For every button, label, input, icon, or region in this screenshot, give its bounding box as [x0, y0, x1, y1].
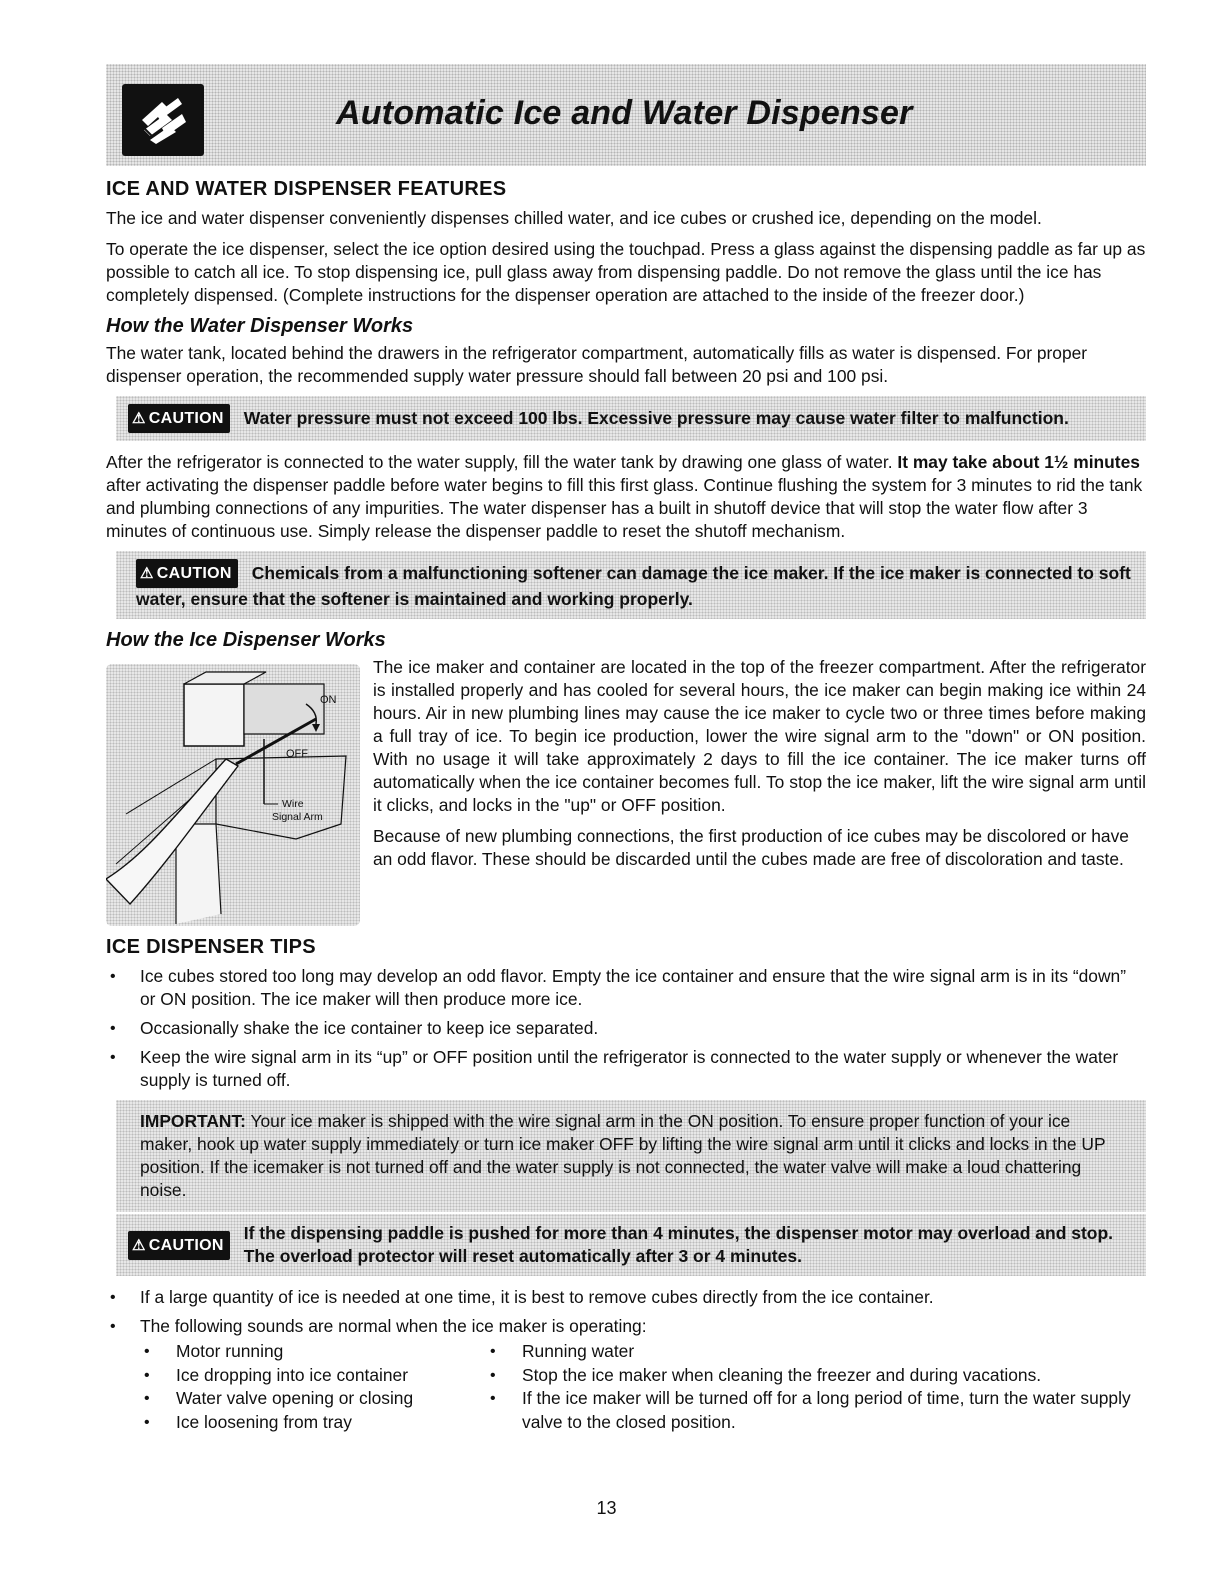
features-heading: ICE AND WATER DISPENSER FEATURES — [106, 178, 507, 200]
list-item: • Ice dropping into ice container — [140, 1364, 486, 1388]
caution-text: Water pressure must not exceed 100 lbs. Excessive pressure may cause water filter to malfunction. — [243, 408, 1069, 428]
content — [106, 178, 1146, 1434]
water-p2-start: After the refrigerator is connected to the water supply, fill the water tank by drawing one glass of water. — [106, 452, 898, 472]
caution-dispenser-motor — [116, 1214, 1146, 1276]
sounds-column-left — [140, 1340, 486, 1434]
ice-paragraph-1: The ice maker and container are located in the top of the freezer compartment. After the refrigerator is installed properly and has cooled for several hours, the ice maker can begin making ice within 24 hours. Air in new plumbing lines may cause the ice maker to cycle two or three times before making a full tray of ice. To begin ice production, lower the wire signal arm to the "down" or ON position. With no usage it will take approximately 2 days to fill the ice container. The ice maker turns off automatically when the ice container becomes full. To stop the ice maker, lift the wire signal arm until it clicks, and locks in the "up" or OFF position. — [373, 657, 1146, 815]
ice-dispenser-section — [106, 656, 1146, 932]
ice-dispenser-text — [373, 656, 1146, 879]
tips-list-2 — [106, 1286, 1146, 1338]
figure-label-off: OFF — [286, 748, 308, 760]
sounds-column-right — [486, 1340, 1146, 1434]
caution-text: Chemicals from a malfunctioning softener can damage the ice maker. If the ice maker is connected to soft water, ensure that the softener is maintained and working properly. — [136, 563, 1131, 609]
tips-heading: ICE DISPENSER TIPS — [106, 936, 316, 958]
water-p2-bold: It may take about 1½ minutes — [897, 452, 1140, 472]
warning-icon: ⚠ — [132, 1236, 146, 1254]
caution-water-pressure — [116, 396, 1146, 441]
important-notice — [116, 1100, 1146, 1212]
caution-softener — [116, 551, 1146, 619]
normal-sounds-list — [140, 1340, 1146, 1434]
ice-cubes-icon — [122, 84, 204, 156]
caution-badge — [128, 1231, 230, 1260]
list-item: • Stop the ice maker when cleaning the freezer and during vacations. — [486, 1364, 1146, 1388]
caution-label: CAUTION — [156, 565, 232, 582]
figure-label-signal-arm: Signal Arm — [272, 811, 323, 823]
features-paragraph-2: To operate the ice dispenser, select the ice option desired using the touchpad. Press a glass against the dispensing paddle as far up as possible to catch all ice. To stop dispensing ice, pull glass away from dispensing paddle. Do not remove the glass until the ice has completely dispensed. (Complete instructions for the dispenser operation are attached to the inside of the freezer door.) — [106, 239, 1146, 305]
figure-label-wire: Wire — [282, 798, 304, 810]
list-item: • Occasionally shake the ice container to keep ice separated. — [106, 1017, 1146, 1040]
features-paragraph-1: The ice and water dispenser conveniently dispenses chilled water, and ice cubes or crushed ice, depending on the model. — [106, 208, 1042, 228]
caution-label: CAUTION — [148, 1236, 224, 1254]
important-label: IMPORTANT: — [140, 1111, 246, 1131]
water-paragraph-2 — [106, 451, 1146, 543]
page-title: Automatic Ice and Water Dispenser — [336, 94, 913, 132]
list-item: • Running water — [486, 1340, 1146, 1364]
caution-badge — [136, 559, 238, 588]
list-item: • The following sounds are normal when the ice maker is operating: — [106, 1315, 1146, 1338]
caution-text: If the dispensing paddle is pushed for more than 4 minutes, the dispenser motor may overload and stop. The overload protector will reset automatically after 3 or 4 minutes. — [243, 1223, 1114, 1266]
ice-paragraph-2: Because of new plumbing connections, the first production of ice cubes may be discolored or have an odd flavor. These should be discarded until the cubes made are free of discoloration and taste. — [373, 826, 1129, 869]
warning-icon: ⚠ — [132, 410, 146, 427]
list-item: • If a large quantity of ice is needed at one time, it is best to remove cubes directly from the ice container. — [106, 1286, 1146, 1309]
page-number: 13 — [596, 1498, 617, 1518]
caution-badge — [128, 404, 230, 433]
list-item: • Ice cubes stored too long may develop an odd flavor. Empty the ice container and ensure that the wire signal arm is in its “down” or ON position. The ice maker will then produce more ice. — [106, 965, 1146, 1011]
list-item: • Keep the wire signal arm in its “up” or OFF position until the refrigerator is connected to the water supply or whenever the water supply is turned off. — [106, 1046, 1146, 1092]
title-banner — [106, 64, 1146, 166]
ice-maker-illustration — [106, 664, 360, 926]
list-item: • Ice loosening from tray — [140, 1411, 486, 1435]
water-p2-end: after activating the dispenser paddle before water begins to fill this first glass. Continue flushing the system for 3 minutes to rid the tank and plumbing connections of any impurities. The water dispenser has a built in shutoff device that will stop the water flow after 3 minutes of continuous use. Simply release the dispenser paddle to reset the shutoff mechanism. — [106, 475, 1143, 541]
ice-dispenser-heading: How the Ice Dispenser Works — [106, 629, 386, 651]
caution-label: CAUTION — [148, 410, 224, 427]
list-item: • Water valve opening or closing — [140, 1387, 486, 1411]
water-dispenser-heading: How the Water Dispenser Works — [106, 315, 414, 337]
list-item: • Motor running — [140, 1340, 486, 1364]
water-paragraph-1: The water tank, located behind the drawers in the refrigerator compartment, automatically fills as water is dispensed. For proper dispenser operation, the recommended supply water pressure should fall between 20 psi and 100 psi. — [106, 343, 1088, 386]
tips-list — [106, 965, 1146, 1092]
figure-label-on: ON — [320, 694, 337, 706]
important-text: Your ice maker is shipped with the wire signal arm in the ON position. To ensure proper function of your ice maker, hook up water supply immediately or turn ice maker OFF by lifting the wire signal arm until it clicks and locks in the UP position. If the icemaker is not turned off and the water supply is not connected, the water valve will make a loud chattering noise. — [140, 1111, 1106, 1200]
warning-icon: ⚠ — [140, 565, 154, 582]
list-item: • If the ice maker will be turned off for a long period of time, turn the water supply valve to the closed position. — [486, 1387, 1146, 1434]
